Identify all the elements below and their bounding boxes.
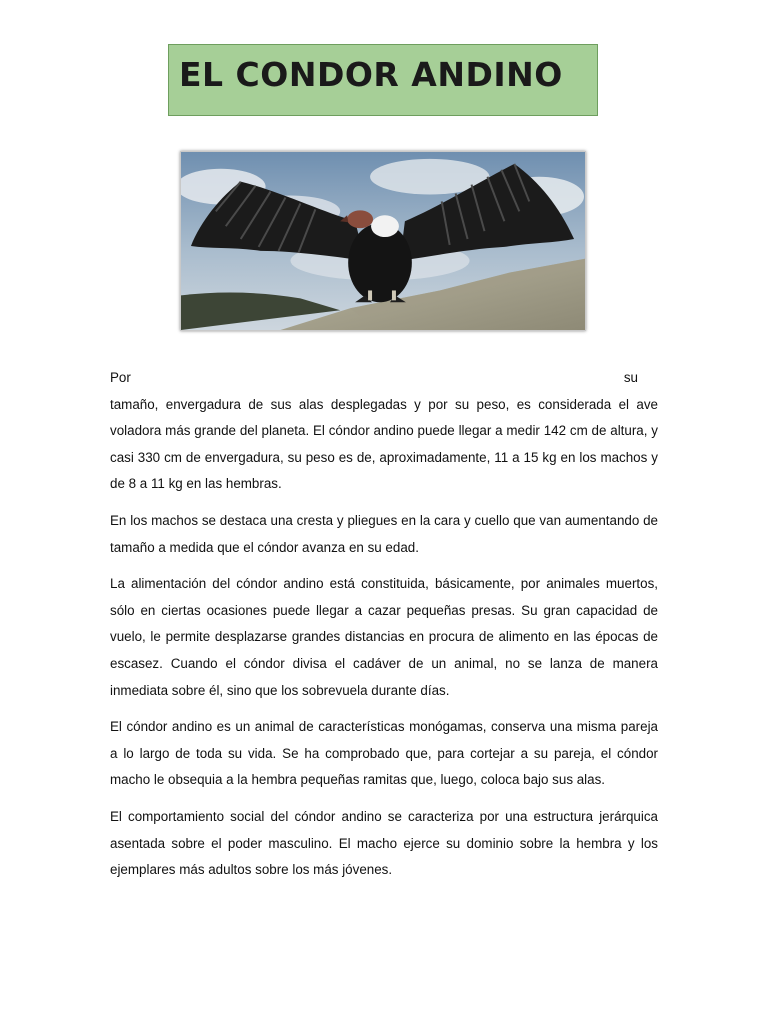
paragraph-1-body: tamaño, envergadura de sus alas desplegadas y por su peso, es considerada el ave voladora más grande del planeta. El cóndor andino puede llegar a medir 142 cm de altura, y casi 330 cm de envergadura, su peso es de, aproximadamente, 11 a 15 kg en los machos y de 8 a 11 kg en las hembras.: [110, 396, 658, 492]
paragraph-1: [110, 365, 658, 498]
article-body: [110, 365, 658, 894]
title-box: [168, 44, 598, 116]
paragraph-1-first-line: [110, 365, 658, 392]
first-line-end: su: [623, 370, 638, 385]
paragraph-4: El cóndor andino es un animal de características monógamas, conserva una misma pareja a lo largo de toda su vida. Se ha comprobado que, para cortejar a su pareja, el cóndor macho le obsequia a la hembra pequeñas ramitas que, luego, coloca bajo sus alas.: [110, 719, 658, 788]
page-title: EL CONDOR ANDINO: [179, 55, 563, 94]
paragraph-5: El comportamiento social del cóndor andino se caracteriza por una estructura jerárquica asentada sobre el poder masculino. El macho ejerce su dominio sobre la hembra y los ejemplares más adultos sobre los más jóvenes.: [110, 808, 658, 878]
condor-image: [181, 152, 585, 330]
paragraph-3: La alimentación del cóndor andino está constituida, básicamente, por animales muertos, sólo en ciertas ocasiones puede llegar a cazar pequeñas presas. Su gran capacidad de vuelo, le permite desplazarse grandes distancias en procura de alimento en las épocas de escasez. Cuando el cóndor divisa el cadáver de un animal, no se lanza de manera inmediata sobre él, sino que los sobrevuela durante días.: [110, 576, 658, 698]
paragraph-2: En los machos se destaca una cresta y pliegues en la cara y cuello que van aumentando de tamaño a medida que el cóndor avanza en su edad.: [110, 512, 658, 555]
condor-photo: [180, 151, 586, 331]
first-line-start: Por: [110, 370, 131, 385]
